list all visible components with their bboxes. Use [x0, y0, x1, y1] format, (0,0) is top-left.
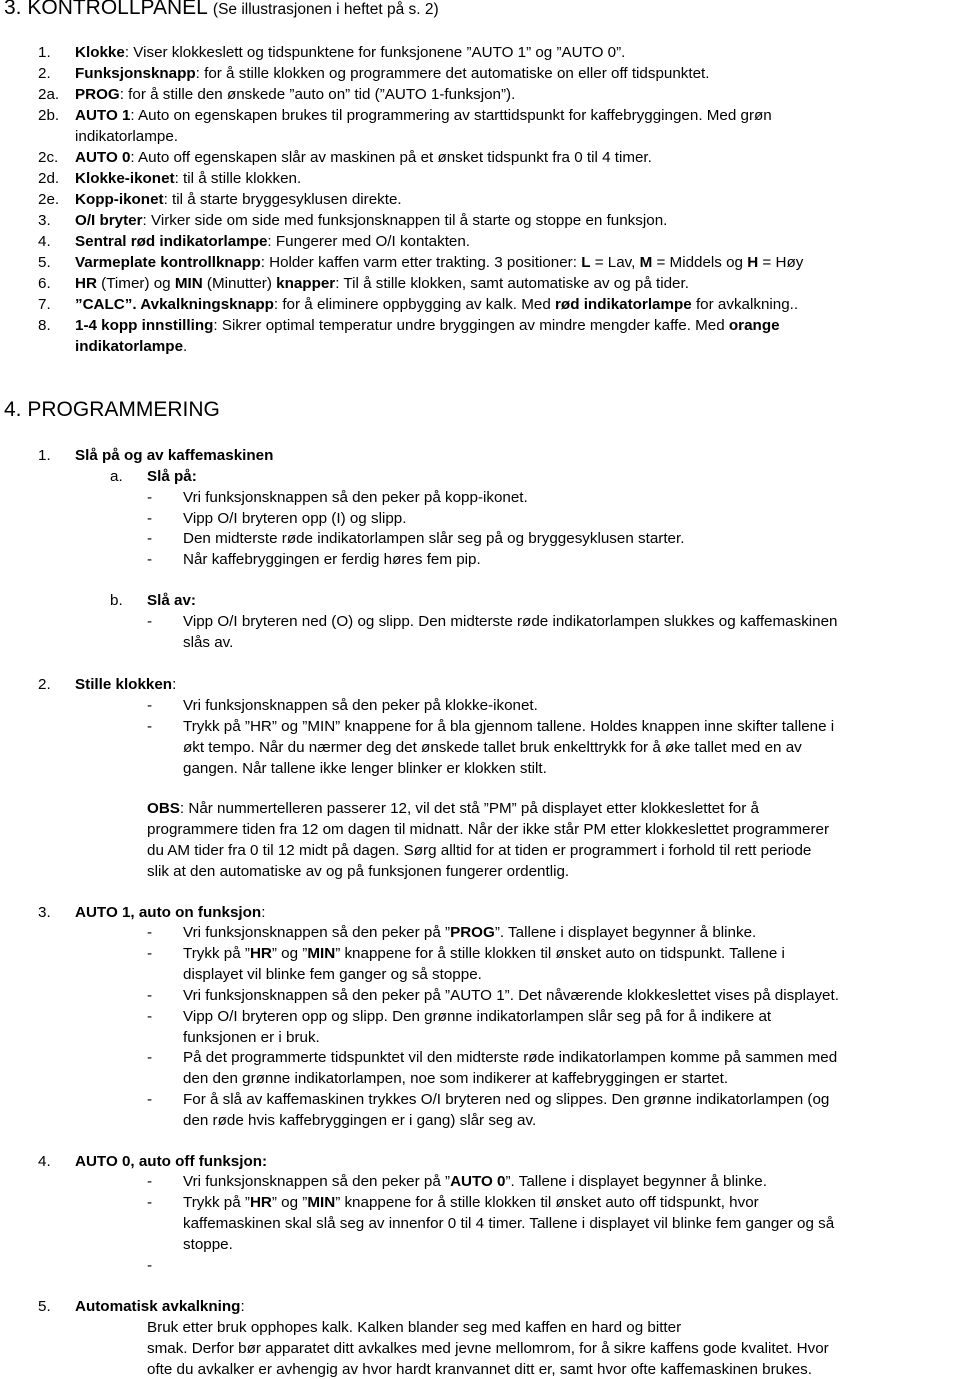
- obs-line-4: slik at den automatiske av og på funksjonen fungerer ordentlig.: [147, 863, 570, 880]
- item-number: 6.: [38, 275, 51, 292]
- item-number: 7.: [38, 296, 51, 313]
- item-text: AUTO 1: Auto on egenskapen brukes til programmering av starttidspunkt for kaffebryggingen. Med grøn: [75, 107, 772, 124]
- dash: -: [147, 945, 153, 962]
- dash: -: [147, 489, 153, 506]
- s1-b-line-1: Vipp O/I bryteren ned (O) og slipp. Den midterste røde indikatorlampen slukkes og kaffemaskinen: [183, 613, 838, 630]
- item-text: Varmeplate kontrollknapp: Holder kaffen varm etter trakting. 3 positioner: L = Lav, M = Middels og H = Høy: [75, 254, 804, 271]
- dash: -: [147, 1008, 153, 1025]
- obs-line-3: du AM tider fra 0 til 12 midt på dagen. Sørg alltid for at tiden er programmert i forhold til rett periode: [147, 842, 812, 859]
- item-number: 4.: [38, 233, 51, 250]
- s1-title: Slå på og av kaffemaskinen: [75, 447, 274, 464]
- s5-line-2: smak. Derfor bør apparatet ditt avkalkes med jevne mellomrom, for å sikre kaffens gode kvalitet. Hvor: [147, 1340, 829, 1357]
- s1-b-label: b.: [110, 592, 123, 609]
- s2-title: Stille klokken:: [75, 676, 177, 693]
- s3-line-5: På det programmerte tidspunktet vil den midterste røde indikatorlampen komme på sammen med: [183, 1049, 838, 1066]
- item-number: 2.: [38, 65, 51, 82]
- s4-line-2-cont-1: kaffemaskinen skal slå seg av innenfor 0 til 4 timer. Tallene i displayet vil blinke fem ganger og så: [183, 1215, 835, 1232]
- s3-line-4: Vipp O/I bryteren opp og slipp. Den grønne indikatorlampen slår seg på for å indikere at: [183, 1008, 772, 1025]
- dash: -: [147, 987, 153, 1004]
- dash: -: [147, 510, 153, 527]
- dash: -: [147, 718, 153, 735]
- dash: -: [147, 551, 153, 568]
- s3-line-1: Vri funksjonsknappen så den peker på ”PROG”. Tallene i displayet begynner å blinke.: [183, 924, 757, 941]
- heading-text: 3. KONTROLLPANEL: [4, 0, 208, 19]
- s2-num: 2.: [38, 676, 51, 693]
- heading-note: (Se illustrasjonen i heftet på s. 2): [212, 1, 439, 18]
- s3-line-6-cont: den røde hvis kaffebryggingen er i gang) slår seg av.: [183, 1112, 537, 1129]
- s2-line-2: Trykk på ”HR” og ”MIN” knappene for å bla gjennom tallene. Holdes knappen inne skifter tallene i: [183, 718, 835, 735]
- item-text: HR (Timer) og MIN (Minutter) knapper: Til å stille klokken, samt automatiske av og på tider.: [75, 275, 689, 292]
- s1-a-label: a.: [110, 468, 123, 485]
- s5-title: Automatisk avkalkning:: [75, 1298, 245, 1315]
- dash: -: [147, 613, 153, 630]
- section-heading-programmering: 4. PROGRAMMERING: [4, 398, 220, 421]
- item-text: O/I bryter: Virker side om side med funksjonsknappen til å starte og stoppe en funksjon.: [75, 212, 668, 229]
- item-number: 1.: [38, 44, 51, 61]
- dash: -: [147, 1091, 153, 1108]
- item-text-cont: indikatorlampe.: [75, 338, 188, 355]
- item-number: 8.: [38, 317, 51, 334]
- item-number: 2d.: [38, 170, 60, 187]
- item-number: 2c.: [38, 149, 59, 166]
- item-number: 3.: [38, 212, 51, 229]
- s4-title: AUTO 0, auto off funksjon:: [75, 1153, 268, 1170]
- s5-line-1: Bruk etter bruk opphopes kalk. Kalken blander seg med kaffen en hard og bitter: [147, 1319, 682, 1336]
- item-text: Klokke-ikonet: til å stille klokken.: [75, 170, 302, 187]
- s2-line-4: gangen. Når tallene ikke lenger blinker er klokken stilt.: [183, 760, 547, 777]
- s3-line-5-cont: den den grønne indikatorlampen, noe som indikerer at kaffebryggingen er startet.: [183, 1070, 729, 1087]
- section-heading-kontrollpanel: [4, 0, 439, 22]
- item-text: AUTO 0: Auto off egenskapen slår av maskinen på et ønsket tidspunkt fra 0 til 4 timer.: [75, 149, 652, 166]
- s3-line-4-cont: funksjonen er i bruk.: [183, 1029, 320, 1046]
- s1-a-title: Slå på:: [147, 468, 197, 485]
- s3-line-2-cont: displayet vil blinke fem ganger og så stoppe.: [183, 966, 482, 983]
- s4-line-2-cont-2: stoppe.: [183, 1236, 233, 1253]
- dash: -: [147, 697, 153, 714]
- s2-line-1: Vri funksjonsknappen så den peker på klokke-ikonet.: [183, 697, 538, 714]
- item-text: 1-4 kopp innstilling: Sikrer optimal temperatur undre bryggingen av mindre mengder kaffe. Med orange: [75, 317, 780, 334]
- s3-num: 3.: [38, 904, 51, 921]
- s1-a-line: Vri funksjonsknappen så den peker på kopp-ikonet.: [183, 489, 528, 506]
- s3-line-6: For å slå av kaffemaskinen trykkes O/I bryteren ned og slippes. Den grønne indikatorlampen (og: [183, 1091, 830, 1108]
- dash: -: [147, 924, 153, 941]
- s5-num: 5.: [38, 1298, 51, 1315]
- s2-line-3: økt tempo. Når du nærmer deg det ønskede tallet bruk enkelttrykk for å øke tallet med en av: [183, 739, 802, 756]
- item-number: 2e.: [38, 191, 60, 208]
- s3-line-3: Vri funksjonsknappen så den peker på ”AUTO 1”. Det nåværende klokkeslettet vises på displayet.: [183, 987, 839, 1004]
- dash: -: [147, 1173, 153, 1190]
- item-number: 5.: [38, 254, 51, 271]
- s1-b-title: Slå av:: [147, 592, 196, 609]
- s1-a-line: Den midterste røde indikatorlampen slår seg på og bryggesyklusen starter.: [183, 530, 685, 547]
- s4-line-1: Vri funksjonsknappen så den peker på ”AUTO 0”. Tallene i displayet begynner å blinke.: [183, 1173, 767, 1190]
- item-text: ”CALC”. Avkalkningsknapp: for å eliminere oppbygging av kalk. Med rød indikatorlampe for avkalkning..: [75, 296, 799, 313]
- item-text: Klokke: Viser klokkeslett og tidspunktene for funksjonene ”AUTO 1” og ”AUTO 0”.: [75, 44, 626, 61]
- item-number: 2a.: [38, 86, 60, 103]
- dash: -: [147, 1049, 153, 1066]
- item-text: Sentral rød indikatorlampe: Fungerer med O/I kontakten.: [75, 233, 471, 250]
- item-text: Kopp-ikonet: til å starte bryggesyklusen direkte.: [75, 191, 402, 208]
- s3-line-2: Trykk på ”HR” og ”MIN” knappene for å stille klokken til ønsket auto on tidspunkt. Tallene i: [183, 945, 785, 962]
- s4-num: 4.: [38, 1153, 51, 1170]
- s4-line-2: Trykk på ”HR” og ”MIN” knappene for å stille klokken til ønsket auto off tidspunkt, hvor: [183, 1194, 759, 1211]
- s1-b-line-2: slås av.: [183, 634, 234, 651]
- item-text-cont: indikatorlampe.: [75, 128, 178, 145]
- s3-title: AUTO 1, auto on funksjon:: [75, 904, 266, 921]
- item-number: 2b.: [38, 107, 60, 124]
- item-text: PROG: for å stille den ønskede ”auto on” tid (”AUTO 1-funksjon”).: [75, 86, 516, 103]
- dash: -: [147, 1257, 153, 1274]
- s1-a-line: Når kaffebryggingen er ferdig høres fem pip.: [183, 551, 481, 568]
- s1-num: 1.: [38, 447, 51, 464]
- dash: -: [147, 530, 153, 547]
- s5-line-3: ofte du avkalker er avhengig av hvor hardt kranvannet ditt er, samt hvor ofte kaffemaskinen brukes.: [147, 1361, 812, 1378]
- item-text: Funksjonsknapp: for å stille klokken og programmere det automatiske on eller off tidspunktet.: [75, 65, 710, 82]
- s1-a-line: Vipp O/I bryteren opp (I) og slipp.: [183, 510, 407, 527]
- obs-line-1: OBS: Når nummertelleren passerer 12, vil det stå ”PM” på displayet etter klokkeslettet for å: [147, 800, 759, 817]
- dash: -: [147, 1194, 153, 1211]
- obs-line-2: programmere tiden fra 12 om dagen til midnatt. Når der ikke står PM etter klokkeslettet programmerer: [147, 821, 830, 838]
